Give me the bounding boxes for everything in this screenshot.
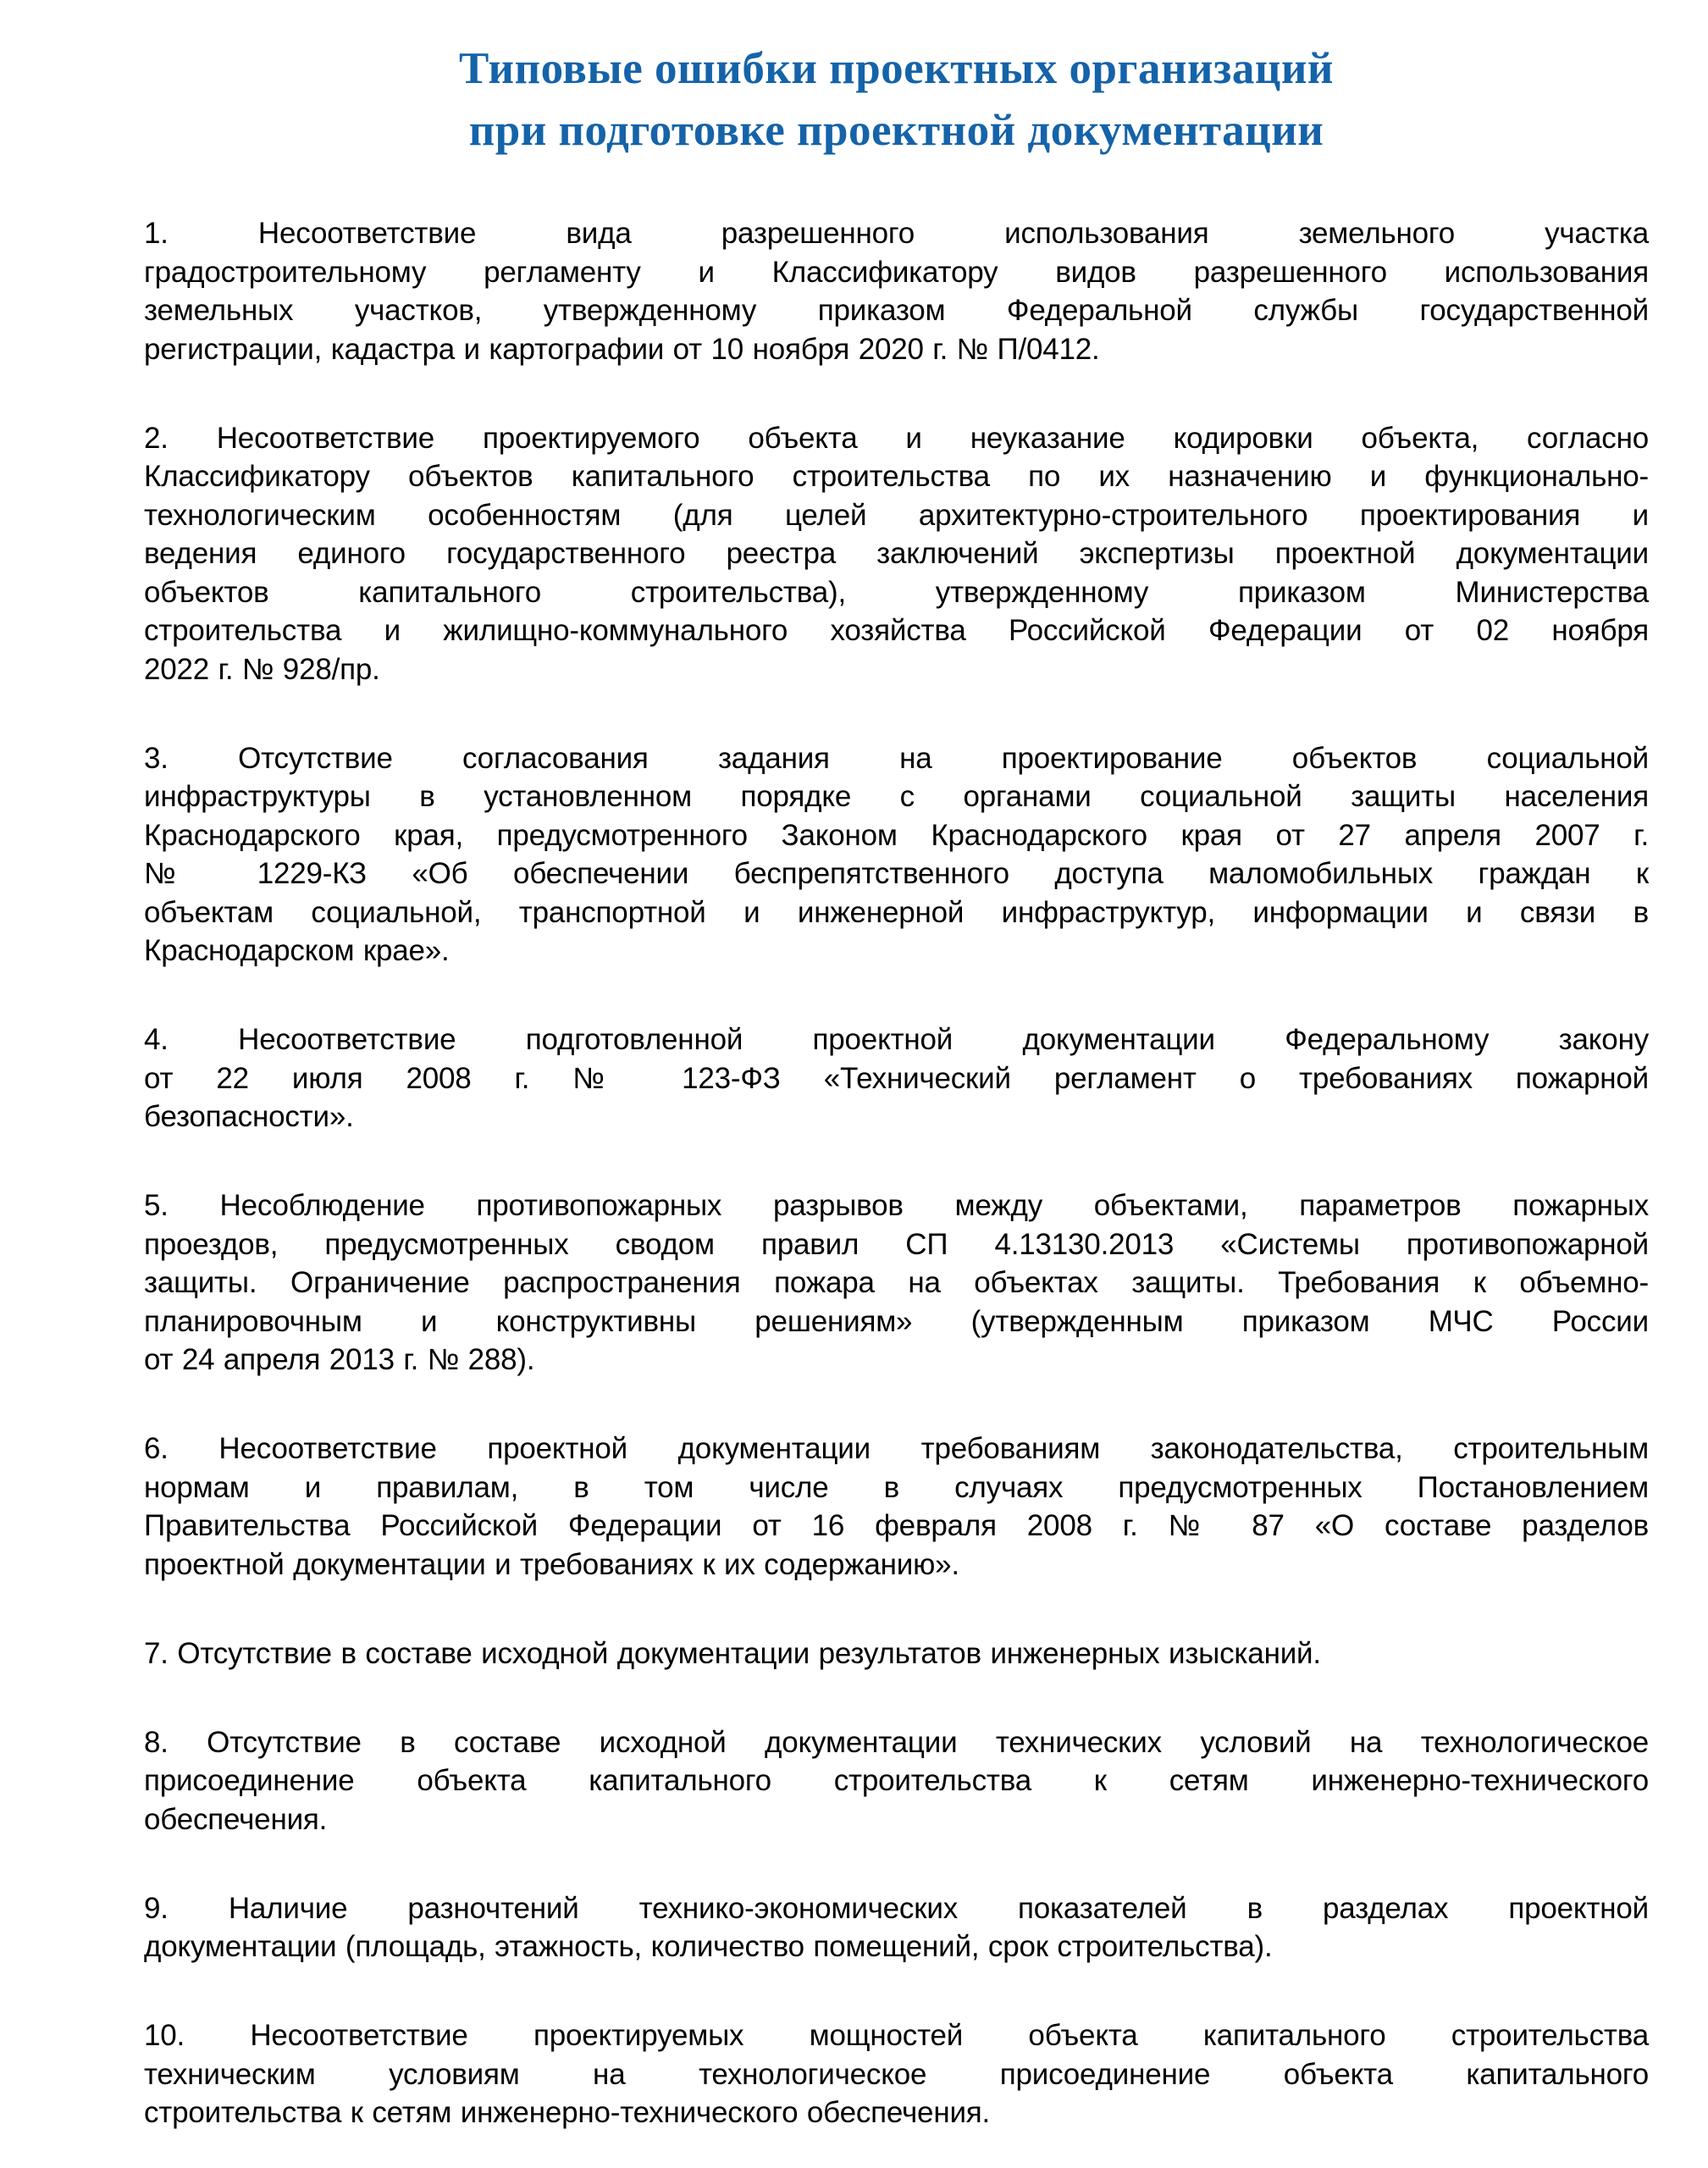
paragraph	[144, 1723, 1649, 1839]
paragraph	[144, 1889, 1649, 1966]
paragraph	[144, 1634, 1649, 1673]
text-line: проездов, предусмотренных сводом правил СП 4.13130.2013 «Системы противопожарной	[144, 1227, 1649, 1261]
paragraph	[144, 214, 1649, 368]
paragraph	[144, 1020, 1649, 1137]
text-line: Краснодарского края, предусмотренного Законом Краснодарского края от 27 апреля 2007 г.	[144, 818, 1649, 852]
text-line: проектной документации и требованиях к их содержанию».	[144, 1547, 959, 1581]
paragraph	[144, 739, 1649, 971]
text-line: объектам социальной, транспортной и инженерной инфраструктур, информации и связи в	[144, 895, 1649, 929]
text-line: строительства к сетям инженерно-технического обеспечения.	[144, 2096, 991, 2129]
text-line: защиты. Ограничение распространения пожара на объектах защиты. Требования к объемно-	[144, 1266, 1649, 1299]
text-line: градостроительному регламенту и Классификатору видов разрешенного использования	[144, 255, 1649, 289]
text-line: Правительства Российской Федерации от 16 февраля 2008 г. № 87 «О составе разделов	[144, 1509, 1649, 1542]
text-line: безопасности».	[144, 1100, 354, 1133]
paragraph	[144, 2016, 1649, 2132]
text-line: 8. Отсутствие в составе исходной документации технических условий на технологическое	[144, 1725, 1649, 1759]
document-title	[144, 38, 1649, 162]
text-line: документации (площадь, этажность, количество помещений, срок строительства).	[144, 1930, 1273, 1963]
text-line: 3. Отсутствие согласования задания на проектирование объектов социальной	[144, 741, 1649, 775]
text-line: 4. Несоответствие подготовленной проектной документации Федеральному закону	[144, 1023, 1649, 1056]
paragraph	[144, 419, 1649, 689]
text-line: Краснодарском крае».	[144, 934, 450, 967]
text-line: инфраструктуры в установленном порядке с органами социальной защиты населения	[144, 780, 1649, 813]
text-line: 1. Несоответствие вида разрешенного использования земельного участка	[144, 217, 1649, 250]
text-line: ведения единого государственного реестра заключений экспертизы проектной документации	[144, 537, 1649, 570]
text-line: присоединение объекта капитального строительства к сетям инженерно-технического	[144, 1764, 1649, 1797]
paragraph-list	[144, 214, 1649, 2132]
text-line: техническим условиям на технологическое присоединение объекта капитального	[144, 2057, 1649, 2091]
text-line: 5. Несоблюдение противопожарных разрывов между объектами, параметров пожарных	[144, 1189, 1649, 1222]
paragraph	[144, 1430, 1649, 1584]
text-line: нормам и правилам, в том числе в случаях предусмотренных Постановлением	[144, 1470, 1649, 1504]
document-body	[144, 0, 1649, 2132]
text-line: регистрации, кадастра и картографии от 10 ноября 2020 г. № П/0412.	[144, 332, 1100, 366]
text-line: технологическим особенностям (для целей архитектурно-строительного проектирования и	[144, 498, 1649, 532]
text-line: планировочным и конструктивны решениям» (утвержденным приказом МЧС России	[144, 1304, 1649, 1338]
text-line: № 1229-КЗ «Об обеспечении беспрепятственного доступа маломобильных граждан к	[144, 857, 1649, 890]
text-line: 7. Отсутствие в составе исходной документации результатов инженерных изысканий.	[144, 1636, 1321, 1670]
text-line: 6. Несоответствие проектной документации требованиям законодательства, строительным	[144, 1432, 1649, 1465]
text-line: строительства и жилищно-коммунального хозяйства Российской Федерации от 02 ноября	[144, 614, 1649, 647]
text-line: 2. Несоответствие проектируемого объекта и неуказание кодировки объекта, согласно	[144, 421, 1649, 455]
text-line: от 24 апреля 2013 г. № 288).	[144, 1343, 535, 1376]
text-line: земельных участков, утвержденному приказом Федеральной службы государственной	[144, 294, 1649, 327]
text-line: 9. Наличие разночтений технико-экономических показателей в разделах проектной	[144, 1891, 1649, 1925]
title-line-2: при подготовке проектной документации	[468, 106, 1324, 155]
paragraph	[144, 1186, 1649, 1380]
text-line: Классификатору объектов капитального строительства по их назначению и функционально-	[144, 460, 1649, 493]
text-line: от 22 июля 2008 г. № 123-ФЗ «Технический регламент о требованиях пожарной	[144, 1061, 1649, 1095]
text-line: объектов капитального строительства), утвержденному приказом Министерства	[144, 575, 1649, 609]
text-line: 10. Несоответствие проектируемых мощностей объекта капитального строительства	[144, 2019, 1649, 2052]
text-line: обеспечения.	[144, 1802, 328, 1836]
text-line: 2022 г. № 928/пр.	[144, 652, 380, 686]
title-line-1: Типовые ошибки проектных организаций	[459, 44, 1334, 93]
